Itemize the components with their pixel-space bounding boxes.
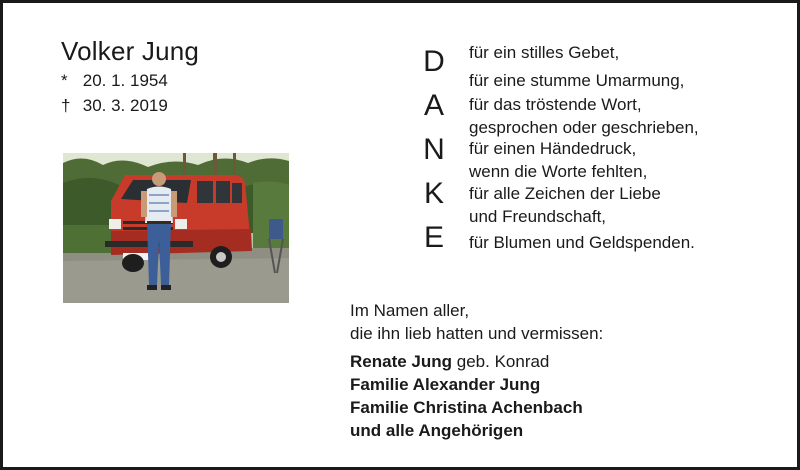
thanks-line: für einen Händedruck, (469, 139, 637, 158)
family-line: Familie Christina Achenbach (350, 398, 583, 417)
thanks-block (469, 138, 647, 183)
death-date: 30. 3. 2019 (82, 96, 168, 115)
danke-letter-e: E (423, 221, 444, 254)
thanks-line: gesprochen oder geschrieben, (469, 117, 699, 137)
birth-date-row (61, 71, 168, 91)
signature-intro-line: Im Namen aller, (350, 301, 470, 320)
thanks-block (469, 94, 699, 139)
photo-image (63, 153, 289, 303)
thanks-line: für eine stumme Umarmung, (469, 71, 685, 90)
birth-symbol: * (61, 71, 68, 90)
thanks-block (469, 183, 661, 228)
thanks-line: für Blumen und Geldspenden. (469, 233, 695, 252)
thanks-line: und Freundschaft, (469, 206, 607, 226)
family-name-bold: Renate Jung (350, 352, 453, 371)
danke-letter-a: A (423, 89, 444, 122)
thanks-line: wenn die Worte fehlten, (469, 161, 648, 181)
thanks-line: für ein stilles Gebet, (469, 43, 620, 62)
portrait-photo (63, 153, 289, 303)
birth-date: 20. 1. 1954 (82, 71, 168, 90)
danke-letter-n: N (423, 133, 445, 166)
danke-letter-k: K (423, 177, 444, 210)
maiden-name: geb. Konrad (452, 352, 550, 371)
thanks-line: für alle Zeichen der Liebe (469, 184, 661, 203)
family-line: und alle Angehörigen (350, 421, 524, 440)
signature-intro-line: die ihn lieb hatten und vermissen: (350, 324, 604, 343)
signature-block (350, 299, 603, 442)
family-line: Familie Alexander Jung (350, 375, 541, 394)
family-line (350, 350, 603, 373)
death-cross-symbol: † (61, 96, 71, 115)
thanks-line: für das tröstende Wort, (469, 95, 642, 114)
death-date-row (61, 96, 168, 116)
danke-letter-d: D (423, 45, 445, 78)
deceased-name: Volker Jung (61, 36, 200, 66)
